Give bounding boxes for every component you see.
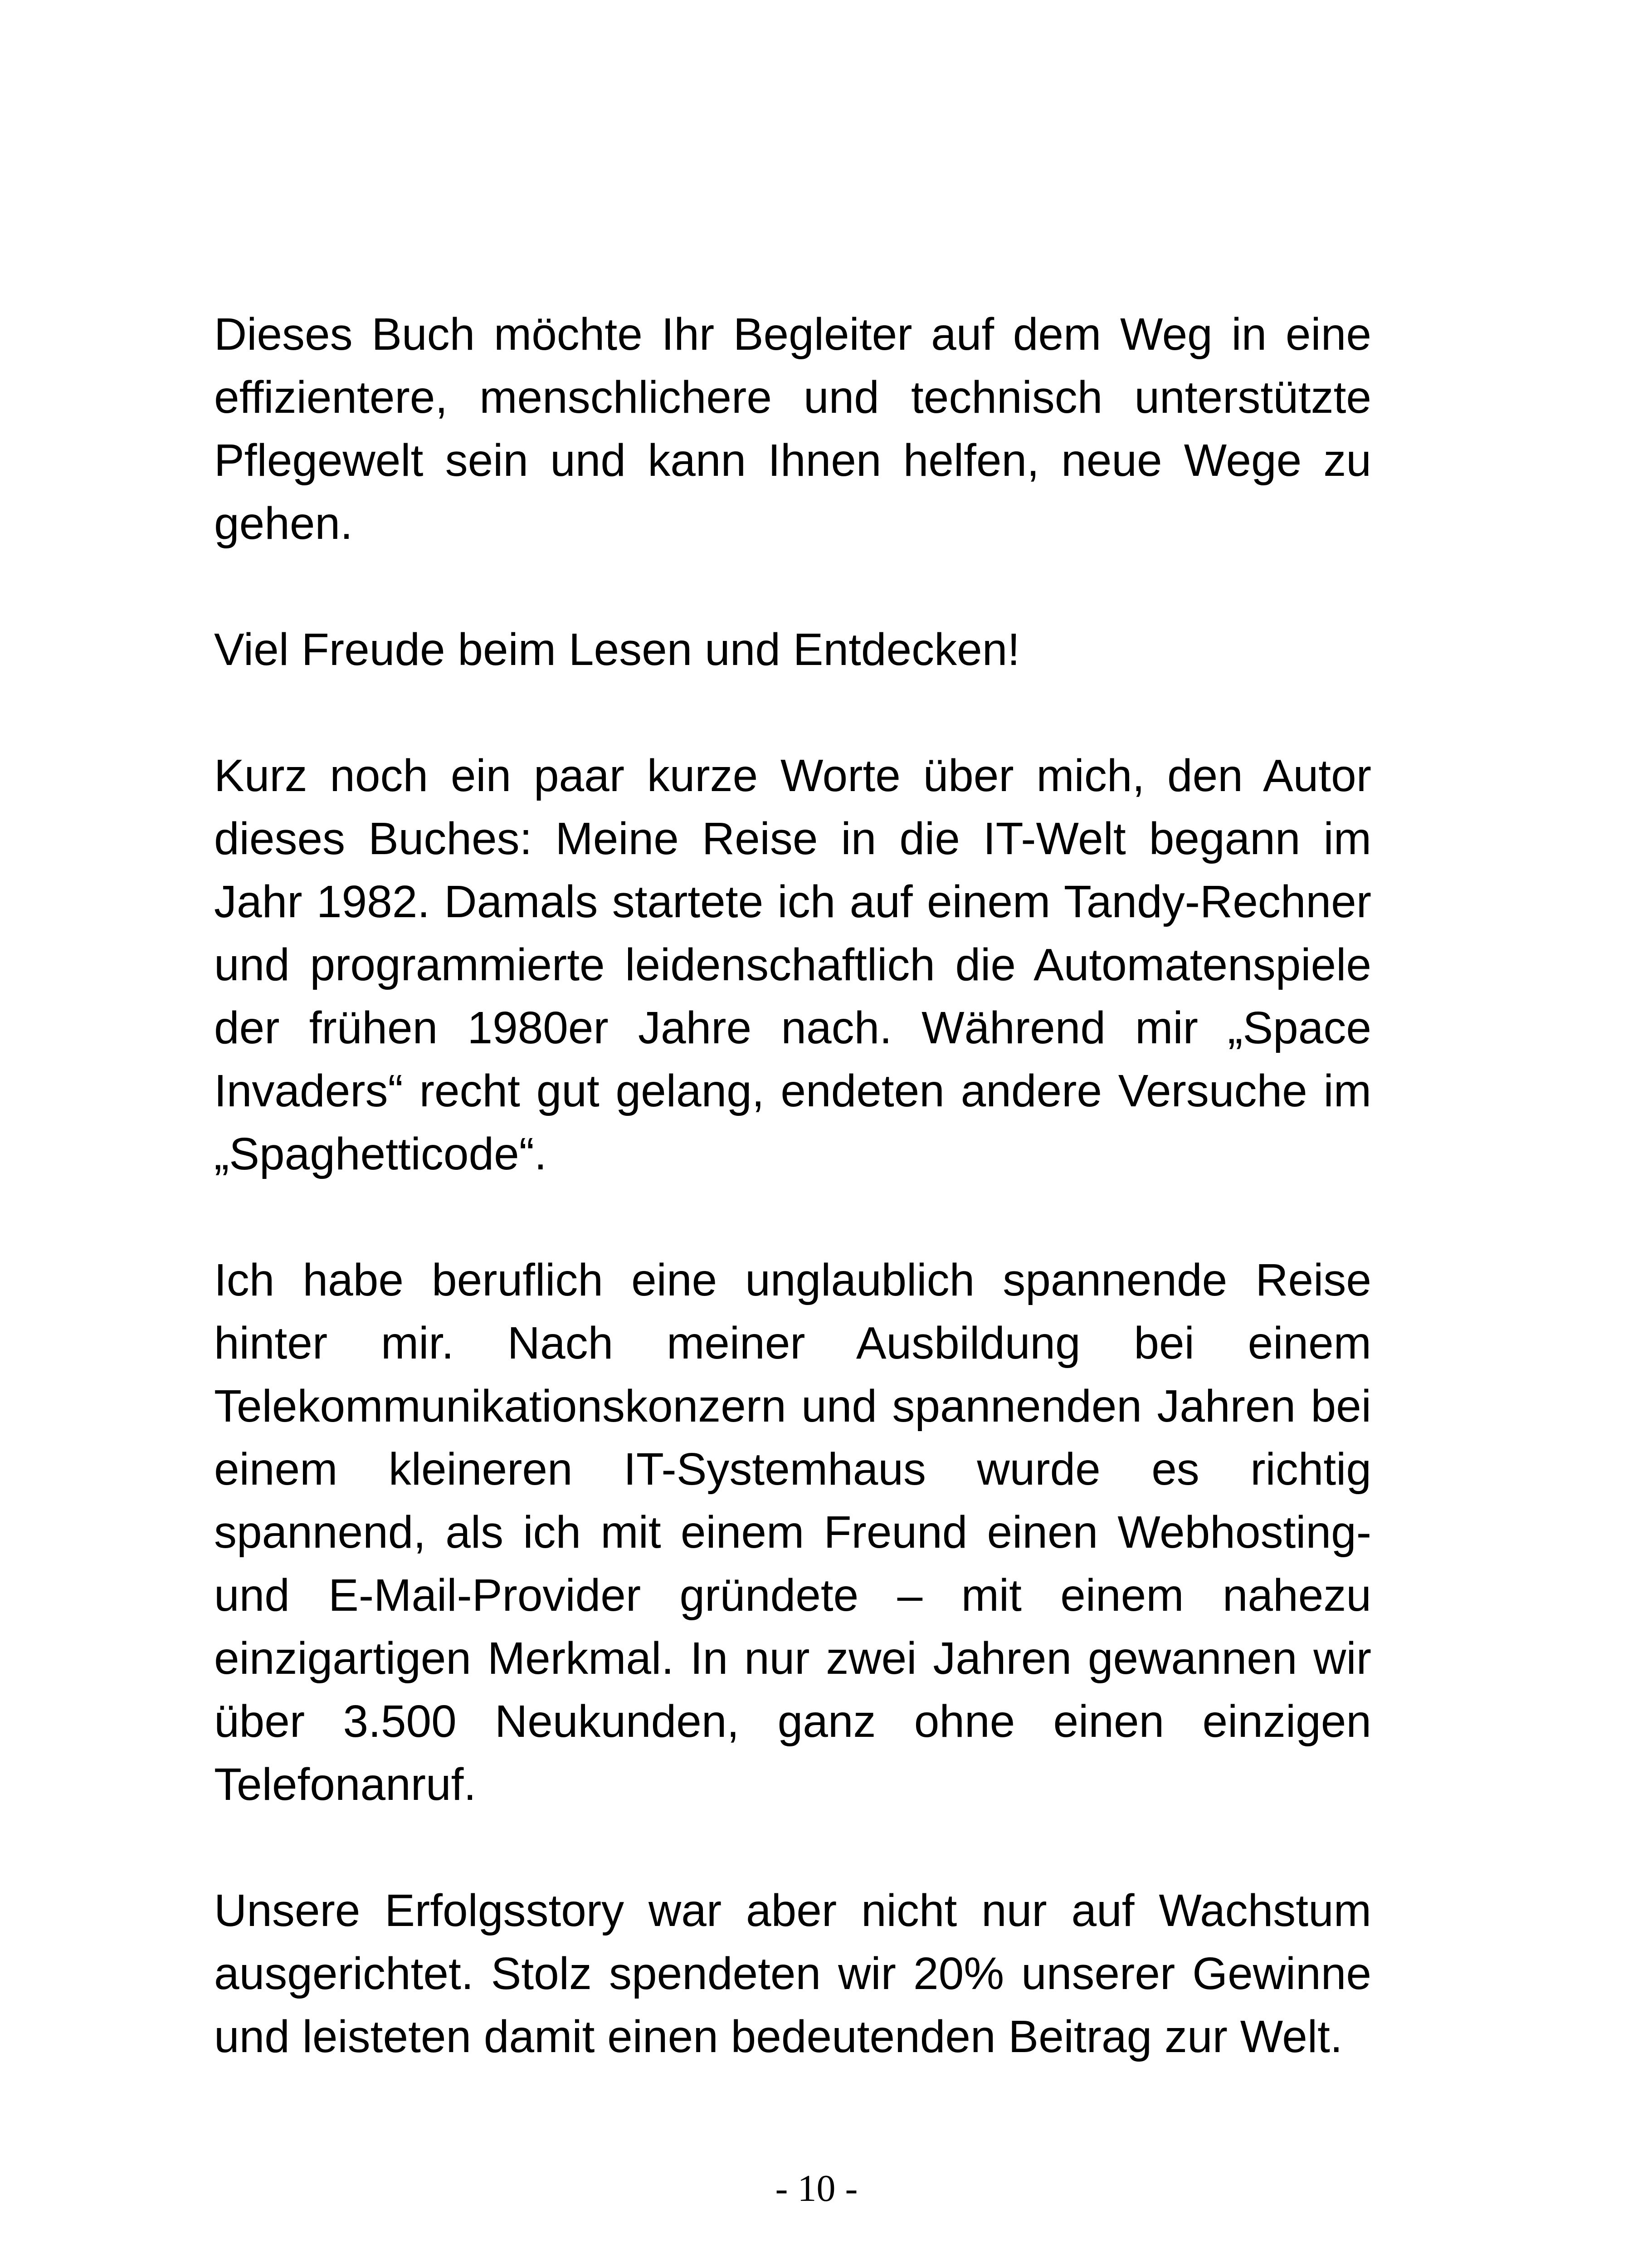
- paragraph-success: Unsere Erfolgsstory war aber nicht nur auf Wachstum ausgerichtet. Stolz spendeten wir 20% unserer Gewinne und leisteten damit einen bedeutenden Beitrag zur Welt.: [214, 1885, 1371, 2062]
- page-number: - 10 -: [775, 2167, 858, 2209]
- paragraph-greeting: Viel Freude beim Lesen und Entdecken!: [214, 624, 1020, 675]
- body-text: [214, 303, 1371, 2068]
- paragraph-career: Ich habe beruflich eine unglaublich spannende Reise hinter mir. Nach meiner Ausbildung bei einem Telekommunikationskonzern und spannenden Jahren bei einem kleineren IT-Systemhaus wurde es richtig spannend, als ich mit einem Freund einen Webhosting- und E-Mail-Provider gründete – mit einem nahezu einzigartigen Merkmal. In nur zwei Jahren gewannen wir über 3.500 Neukunden, ganz ohne einen einzigen Telefonanruf.: [214, 1255, 1371, 1810]
- paragraph-author-start: Kurz noch ein paar kurze Worte über mich, den Autor dieses Buches: Meine Reise in die IT-Welt begann im Jahr 1982. Damals startete ich auf einem Tandy-Rechner und programmierte leidenschaftlich die Automatenspiele der frühen 1980er Jahre nach. Während mir „Space Invaders“ recht gut gelang, endeten andere Versuche im „Spaghetticode“.: [214, 750, 1371, 1179]
- paragraph-intro: Dieses Buch möchte Ihr Begleiter auf dem Weg in eine effizientere, menschlichere und technisch unterstützte Pflegewelt sein und kann Ihnen helfen, neue Wege zu gehen.: [214, 309, 1371, 549]
